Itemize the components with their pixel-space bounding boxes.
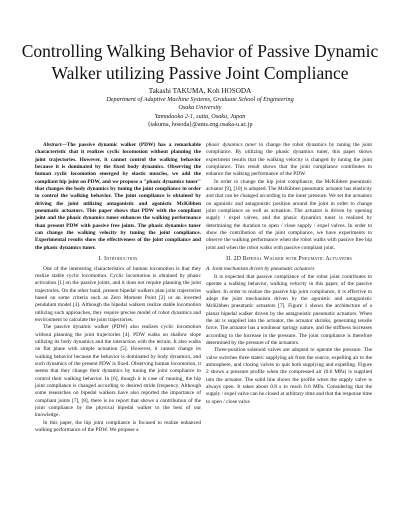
author-block	[20, 87, 380, 130]
author-names: Takashi TAKUMA, Koh HOSODA	[148, 87, 252, 95]
subsection-2a-heading: A. Joint mechanism driven by pneumatic actuators	[206, 265, 315, 272]
title-line-2: Walker utilizing Passive Joint Compliance	[51, 63, 349, 83]
affiliation-department: Department of Adaptive Machine Systems, Graduate School of Engineering	[106, 96, 294, 103]
abstract-text: —The passive dynamic walker (PDW) has a remarkable characteristic that it realizes cyclic locomotion without planning the joint trajectories. However, it cannot control the walking behavior because it is dominated by the fixed body dynamics. Observing the human cyclic locomotion emerged by elastic muscles, we add the compliant hip joint on PDW, and we propose a "phasic dynamics tuner" that changes the body dynamics by tuning the joint compliance in order to control the walking behavior. The joint compliance is obtained by driving the joint utilizing antagonistic and agonistic McKibben pneumatic actuators. This paper shows that PDW with the compliant joint and the phasic dynamics tuner enhances the walking performance than present PDW with passive free joints. The phasic dynamics tuner can change the walking velocity by tuning the joint compliance. Experimental results show the effectiveness of the joint compliance and the phasic dynamics tuner.	[35, 142, 201, 251]
affiliation-university: Osaka University	[178, 104, 222, 112]
intro-paragraph-3: In this paper, the hip joint compliance is focused to realize enhanced walking performance of the PDW. We propose a	[35, 419, 201, 434]
right-column	[206, 142, 372, 406]
section-2-heading: II. 2D Bipedal Walker with Pneumatic Actuators	[226, 256, 352, 263]
abstract	[35, 142, 201, 252]
intro-paragraph-1: One of the interesting characteristics of human locomotion is that they realize stable cyclic locomotion. Cyclic locomotion is obtained by phasic activation [1] on the passive joints, and it does not require planning the joint trajectories. On the other hand, present bipedal walkers plan joint trajectories based on some criteria such as Zero Moment Point [2] or an inverted pendulum model [3]. Although the bipedal walkers realize stable locomotion utilizing such approaches, they require precise model of robot dynamics and environment to calculate the joint trajectories.	[35, 265, 201, 323]
title-line-1: Controlling Walking Behavior of Passive Dynamic	[21, 41, 379, 61]
section-2-paragraph-2: Three-position solenoid valves are adopted to operate the pressure. The valve switches three states: supplying air from the source, expelling air to the atmosphere, and closing valves to quit both supplying and expelling. Figure 2 shows a pressure profile when the compressed air (0.6 MPa) is supplied into the actuator. The solid line shows the profile when the supply valve is always open. It takes about 0.8 s to reach 0.6 MPa. Considering that the supply / expel valve can be closed at arbitrary time and that the response time to open / close valve	[206, 347, 372, 405]
section-2-paragraph-1: It is expected that passive compliance of the robot joint contributes to operate a walking behavior, walking velocity in this paper, of the passive walker. In order to realize the passive hip joint compliance, it is effective to adopt the joint mechanism driven by the agonistic and antagonistic McKibben pneumatic actuators [7]. Figure 1 shows the architecture of a planar bipedal walker driven by the antagonistic pneumatic actuators. When the air is supplied into the actuator, the actuator shrinks, generating tensile force. The actuator has a nonlinear springy nature, and the stiffness increases according to the increase in the pressure. The joint compliance is therefore determined by the pressure of the actuators.	[206, 273, 372, 346]
phasic-dynamics-tuner-term: phasic dynamics tuner	[206, 142, 257, 148]
left-column	[35, 142, 201, 434]
intro-paragraph-4	[206, 142, 372, 179]
section-1-heading: I. Introduction	[98, 256, 138, 263]
author-email: {takuma, hosoda}@ams.eng.osaka-u.ac.jp	[147, 121, 253, 129]
abstract-label: Abstract	[43, 142, 62, 148]
intro-paragraph-4-text: to change the robot dynamics by tuning the joint compliance. By utilizing the phasic dynamics tuner, this paper shows experiment results that the walking velocity is changed by tuning the joint compliance. This result shows that the joint compliance contributes to enhance the walking performance of the PDW.	[206, 142, 372, 178]
intro-paragraph-2: The passive dynamic walker (PDW) also realizes cyclic locomotion without planning the joint trajectories [4]. PDW walks on shallow slope utilizing its body dynamics and the interaction with the terrain. It also walks on flat plane with simple actuation [5]. However, it cannot change its walking behavior because the behavior is dominated by body dynamics, and such dynamics of the present PDW is fixed. Observing human locomotion, it seems that they change their dynamics by tuning the joint compliance to control their walking behavior. In [6], though it is case of running, the hip joint compliance is changed according to desired stride frequency. Although some researches on bipedal walkers have also reported the importance of compliant joints [7], [8], there is no report that shows a contribution of the joint compliance by the physical bipedal walker to the best of our knowledge.	[35, 324, 201, 419]
intro-paragraph-5: In order to change the hip joint compliance, the McKibben pneumatic actuator [9], [10] is adopted. The McKibben pneumatic actuator has elasticity and that can be changed according to the inner pressure. We set the actuators on agonistic and antagonistic position around the joint in order to change joint compliance as well as actuation. The actuator is driven by opening supply / expel valves, and the phasic dynamics tuner is realized by determining the duration to open / close supply / expel valves. In order to show the contribution of the joint compliance, we have experiments to observe the walking performance when the robot walks with passive free hip joint and when the robot walks with passive compliant joint.	[206, 178, 372, 251]
paper-title	[20, 40, 380, 84]
affiliation-address: Yamadaoka 2-1, suita, Osaka, Japan	[154, 112, 246, 120]
